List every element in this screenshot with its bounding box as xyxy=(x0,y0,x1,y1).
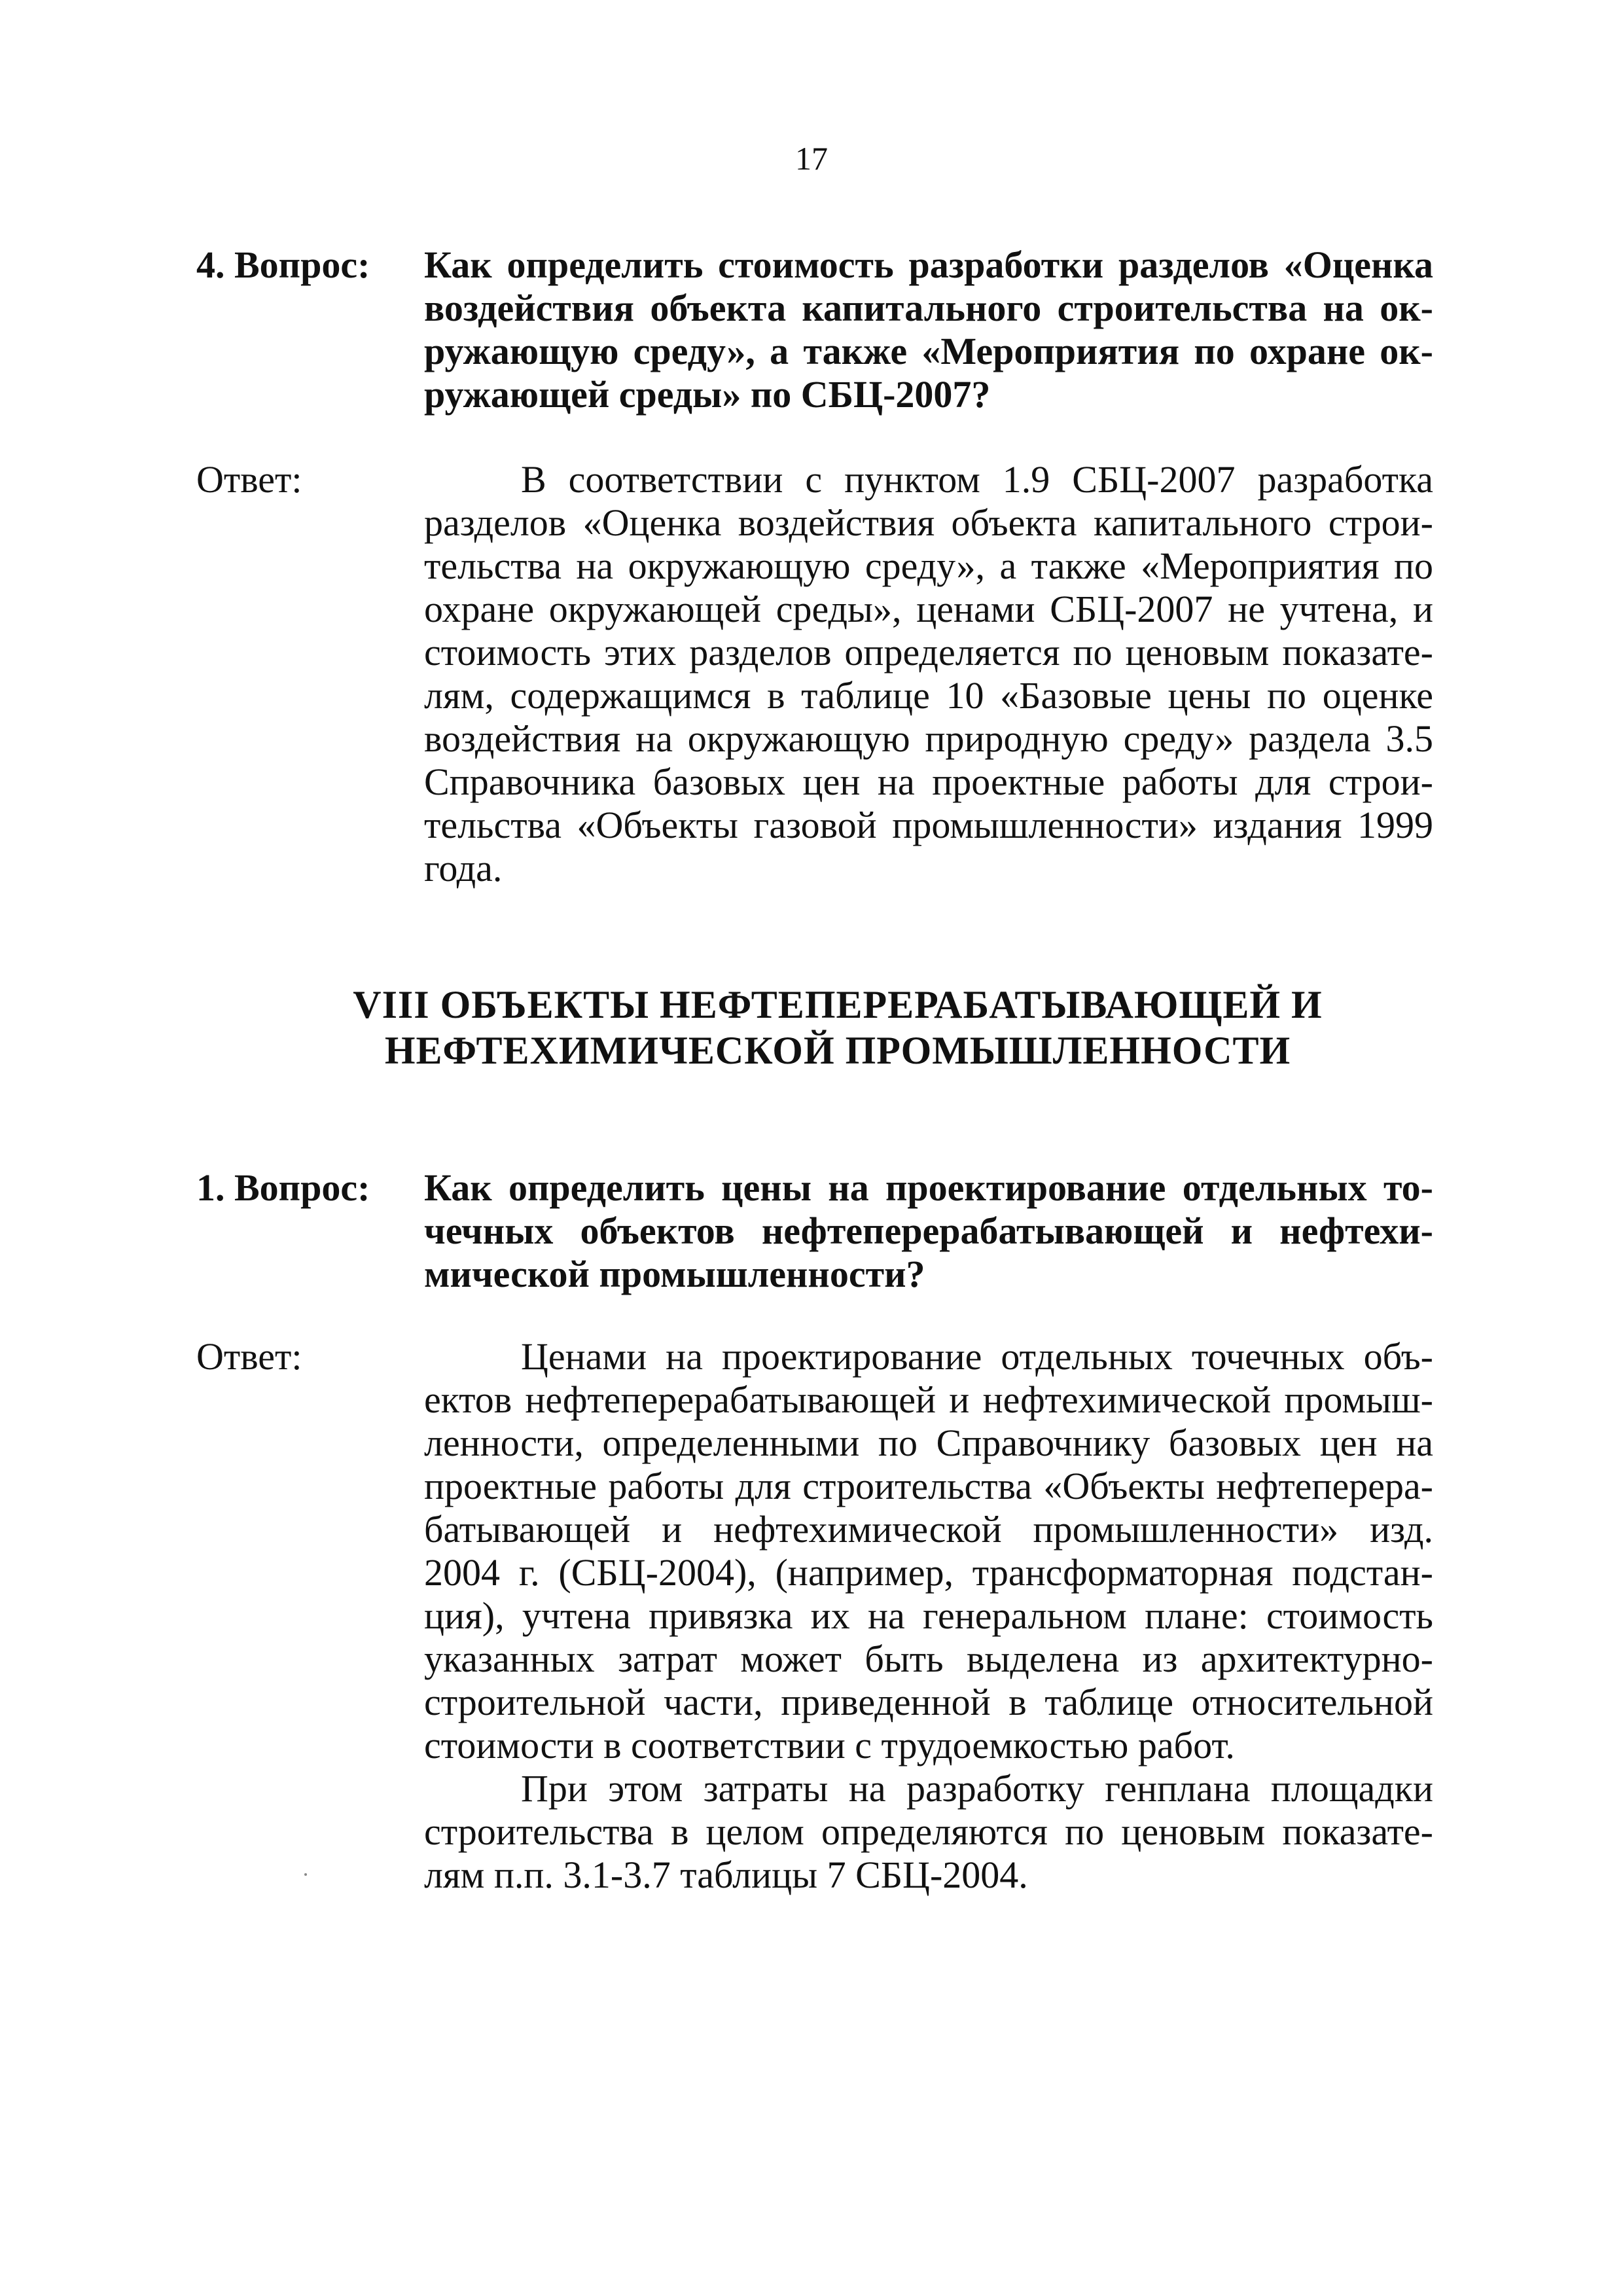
answer-1-line: указанных затрат может быть выделена из архитектурно- xyxy=(424,1638,1433,1680)
question-4-line: воздействия объекта капитального строительства на ок- xyxy=(424,287,1433,329)
answer-4-line: стоимость этих разделов определяется по ценовым показате- xyxy=(424,631,1433,673)
answer-1-line: батывающей и нефтехимической промышленности» изд. xyxy=(424,1508,1433,1551)
answer-1-line: Ценами на проектирование отдельных точечных объ- xyxy=(521,1335,1433,1378)
answer-1-block xyxy=(196,1335,1433,1924)
answer-4-line: года. xyxy=(424,847,503,889)
scan-speck xyxy=(304,1873,307,1876)
question-1-label: 1. Вопрос: xyxy=(196,1166,370,1209)
answer-4-block xyxy=(196,458,1433,903)
answer-1-line: проектные работы для строительства «Объекты нефтеперера- xyxy=(424,1465,1433,1507)
question-1-block xyxy=(196,1166,1433,1304)
answer-4-line: Справочника базовых цен на проектные работы для строи- xyxy=(424,761,1433,803)
answer-1-line: ленности, определенными по Справочнику базовых цен на xyxy=(424,1422,1433,1464)
answer-1-line: ция), учтена привязка их на генеральном плане: стоимость xyxy=(424,1594,1433,1637)
section-heading-line-1: VIII ОБЪЕКТЫ НЕФТЕПЕРЕРАБАТЫВАЮЩЕЙ И xyxy=(353,983,1323,1026)
question-1-text xyxy=(424,1166,1433,1296)
answer-4-line: разделов «Оценка воздействия объекта капитального строи- xyxy=(424,501,1433,544)
answer-4-label: Ответ: xyxy=(196,458,302,501)
question-1-line: мической промышленности? xyxy=(424,1253,925,1295)
answer-1-line: При этом затраты на разработку генплана площадки xyxy=(521,1767,1433,1810)
answer-1-line: стоимости в соответствии с трудоемкостью работ. xyxy=(424,1724,1235,1767)
answer-1-label: Ответ: xyxy=(196,1335,302,1378)
answer-1-line: 2004 г. (СБЦ-2004), (например, трансформаторная подстан- xyxy=(424,1551,1433,1594)
section-heading-line-2: НЕФТЕХИМИЧЕСКОЙ ПРОМЫШЛЕННОСТИ xyxy=(384,1029,1291,1072)
answer-1-line: ектов нефтеперерабатывающей и нефтехимической промыш- xyxy=(424,1378,1433,1421)
answer-1-line: строительной части, приведенной в таблице относительной xyxy=(424,1681,1433,1723)
answer-1-line: лям п.п. 3.1-3.7 таблицы 7 СБЦ-2004. xyxy=(424,1854,1028,1896)
answer-4-line: лям, содержащимся в таблице 10 «Базовые цены по оценке xyxy=(424,674,1433,717)
answer-4-text xyxy=(424,458,1433,890)
section-heading xyxy=(327,982,1348,1073)
answer-4-line: В соответствии с пунктом 1.9 СБЦ-2007 разработка xyxy=(521,458,1433,501)
answer-4-line: тельства на окружающую среду», а также «Мероприятия по xyxy=(424,545,1433,587)
answer-4-line: тельства «Объекты газовой промышленности» издания 1999 xyxy=(424,804,1433,846)
answer-4-line: воздействия на окружающую природную среду» раздела 3.5 xyxy=(424,717,1433,760)
question-1-line: чечных объектов нефтеперерабатывающей и нефтехи- xyxy=(424,1210,1433,1252)
answer-1-line: строительства в целом определяются по ценовым показате- xyxy=(424,1810,1433,1853)
page-number: 17 xyxy=(795,140,828,177)
question-4-block xyxy=(196,243,1433,427)
question-1-line: Как определить цены на проектирование отдельных то- xyxy=(424,1166,1433,1209)
answer-4-line: охране окружающей среды», ценами СБЦ-2007 не учтена, и xyxy=(424,588,1433,630)
question-4-line: ружающей среды» по СБЦ-2007? xyxy=(424,373,991,416)
question-4-label: 4. Вопрос: xyxy=(196,243,370,286)
answer-1-text xyxy=(424,1335,1433,1897)
question-4-line: ружающую среду», а также «Мероприятия по охране ок- xyxy=(424,330,1433,372)
question-4-text xyxy=(424,243,1433,416)
question-4-line: Как определить стоимость разработки разделов «Оценка xyxy=(424,243,1433,286)
